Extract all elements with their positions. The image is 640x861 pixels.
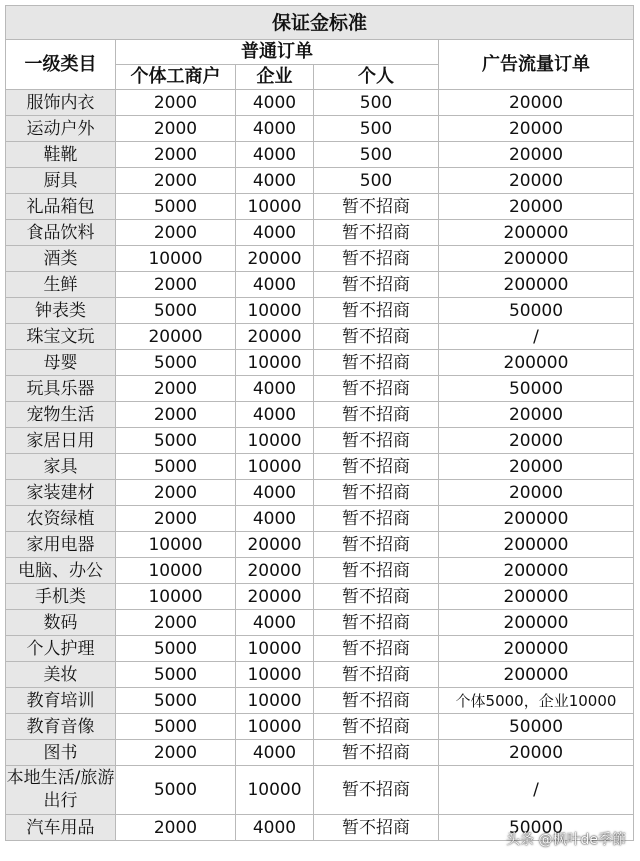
cell-enterprise: 4000 — [236, 116, 314, 142]
cell-category: 家用电器 — [6, 532, 116, 558]
cell-individual-business: 2000 — [116, 220, 236, 246]
cell-individual-business: 20000 — [116, 324, 236, 350]
table-row — [6, 272, 634, 298]
table-row — [6, 116, 634, 142]
cell-individual-business: 2000 — [116, 116, 236, 142]
cell-ad: 50000 — [439, 298, 634, 324]
cell-category: 个人护理 — [6, 636, 116, 662]
cell-ad: 200000 — [439, 610, 634, 636]
cell-category: 家居日用 — [6, 428, 116, 454]
cell-ad: 20000 — [439, 90, 634, 116]
cell-enterprise: 4000 — [236, 506, 314, 532]
table-row — [6, 168, 634, 194]
cell-ad: 20000 — [439, 142, 634, 168]
table-row — [6, 584, 634, 610]
cell-personal: 暂不招商 — [314, 376, 439, 402]
cell-personal: 暂不招商 — [314, 480, 439, 506]
cell-category: 本地生活/旅游出行 — [6, 766, 116, 815]
cell-category: 鞋靴 — [6, 142, 116, 168]
cell-individual-business: 5000 — [116, 194, 236, 220]
cell-ad: 50000 — [439, 815, 634, 841]
cell-enterprise: 4000 — [236, 376, 314, 402]
cell-enterprise: 4000 — [236, 220, 314, 246]
table-row — [6, 714, 634, 740]
table-row — [6, 298, 634, 324]
cell-individual-business: 2000 — [116, 815, 236, 841]
cell-personal: 500 — [314, 116, 439, 142]
cell-ad: 20000 — [439, 116, 634, 142]
cell-enterprise: 4000 — [236, 168, 314, 194]
cell-individual-business: 10000 — [116, 532, 236, 558]
cell-category: 数码 — [6, 610, 116, 636]
cell-personal: 暂不招商 — [314, 610, 439, 636]
cell-individual-business: 10000 — [116, 246, 236, 272]
cell-individual-business: 5000 — [116, 350, 236, 376]
cell-personal: 暂不招商 — [314, 402, 439, 428]
cell-category: 宠物生活 — [6, 402, 116, 428]
table-row — [6, 428, 634, 454]
cell-personal: 500 — [314, 168, 439, 194]
cell-individual-business: 2000 — [116, 402, 236, 428]
cell-category: 礼品箱包 — [6, 194, 116, 220]
cell-personal: 暂不招商 — [314, 194, 439, 220]
table-row — [6, 506, 634, 532]
cell-enterprise: 10000 — [236, 688, 314, 714]
table-row — [6, 246, 634, 272]
cell-category: 厨具 — [6, 168, 116, 194]
cell-individual-business: 5000 — [116, 428, 236, 454]
cell-enterprise: 4000 — [236, 480, 314, 506]
cell-personal: 暂不招商 — [314, 350, 439, 376]
header-enterprise: 企业 — [236, 65, 314, 90]
cell-enterprise: 10000 — [236, 194, 314, 220]
cell-personal: 暂不招商 — [314, 662, 439, 688]
table-row — [6, 662, 634, 688]
cell-personal: 暂不招商 — [314, 740, 439, 766]
cell-ad: 200000 — [439, 506, 634, 532]
cell-category: 家具 — [6, 454, 116, 480]
cell-enterprise: 4000 — [236, 142, 314, 168]
table-row — [6, 402, 634, 428]
cell-ad: 20000 — [439, 740, 634, 766]
cell-category: 玩具乐器 — [6, 376, 116, 402]
cell-enterprise: 20000 — [236, 324, 314, 350]
cell-ad: 20000 — [439, 194, 634, 220]
table-row — [6, 532, 634, 558]
table-row — [6, 220, 634, 246]
cell-personal: 暂不招商 — [314, 506, 439, 532]
cell-enterprise: 4000 — [236, 740, 314, 766]
header-individual-business: 个体工商户 — [116, 65, 236, 90]
cell-ad: 20000 — [439, 454, 634, 480]
cell-ad: 20000 — [439, 428, 634, 454]
cell-individual-business: 10000 — [116, 558, 236, 584]
cell-individual-business: 5000 — [116, 454, 236, 480]
cell-category: 钟表类 — [6, 298, 116, 324]
table-row — [6, 610, 634, 636]
table-row — [6, 766, 634, 815]
cell-enterprise: 10000 — [236, 298, 314, 324]
cell-personal: 暂不招商 — [314, 428, 439, 454]
cell-individual-business: 5000 — [116, 298, 236, 324]
cell-individual-business: 2000 — [116, 480, 236, 506]
cell-ad: 50000 — [439, 714, 634, 740]
table-row — [6, 376, 634, 402]
cell-ad: 200000 — [439, 350, 634, 376]
cell-personal: 暂不招商 — [314, 584, 439, 610]
cell-enterprise: 10000 — [236, 662, 314, 688]
cell-category: 汽车用品 — [6, 815, 116, 841]
cell-enterprise: 20000 — [236, 558, 314, 584]
cell-enterprise: 20000 — [236, 246, 314, 272]
header-ad-traffic-order: 广告流量订单 — [439, 40, 634, 90]
cell-ad: 20000 — [439, 168, 634, 194]
cell-ad: 200000 — [439, 636, 634, 662]
cell-individual-business: 5000 — [116, 636, 236, 662]
cell-personal: 暂不招商 — [314, 532, 439, 558]
cell-ad: / — [439, 324, 634, 350]
cell-category: 教育音像 — [6, 714, 116, 740]
cell-category: 生鲜 — [6, 272, 116, 298]
table-row — [6, 194, 634, 220]
cell-enterprise: 4000 — [236, 272, 314, 298]
cell-enterprise: 10000 — [236, 636, 314, 662]
cell-ad: 20000 — [439, 402, 634, 428]
cell-ad: 200000 — [439, 246, 634, 272]
cell-individual-business: 5000 — [116, 766, 236, 815]
cell-ad: 200000 — [439, 220, 634, 246]
table-row — [6, 636, 634, 662]
cell-personal: 暂不招商 — [314, 246, 439, 272]
cell-category: 农资绿植 — [6, 506, 116, 532]
cell-enterprise: 10000 — [236, 454, 314, 480]
cell-ad: 200000 — [439, 662, 634, 688]
cell-enterprise: 10000 — [236, 714, 314, 740]
table-row — [6, 740, 634, 766]
cell-individual-business: 2000 — [116, 272, 236, 298]
cell-enterprise: 4000 — [236, 90, 314, 116]
cell-enterprise: 20000 — [236, 584, 314, 610]
cell-individual-business: 2000 — [116, 740, 236, 766]
table-row — [6, 90, 634, 116]
table-row — [6, 454, 634, 480]
cell-individual-business: 2000 — [116, 376, 236, 402]
cell-personal: 500 — [314, 142, 439, 168]
cell-category: 美妆 — [6, 662, 116, 688]
cell-category: 食品饮料 — [6, 220, 116, 246]
cell-category: 教育培训 — [6, 688, 116, 714]
cell-enterprise: 4000 — [236, 402, 314, 428]
table-title: 保证金标准 — [6, 6, 634, 40]
cell-individual-business: 5000 — [116, 662, 236, 688]
cell-personal: 暂不招商 — [314, 220, 439, 246]
cell-category: 运动户外 — [6, 116, 116, 142]
cell-enterprise: 10000 — [236, 350, 314, 376]
table-row — [6, 324, 634, 350]
cell-individual-business: 2000 — [116, 168, 236, 194]
cell-enterprise: 10000 — [236, 766, 314, 815]
cell-individual-business: 5000 — [116, 714, 236, 740]
cell-personal: 暂不招商 — [314, 324, 439, 350]
cell-personal: 暂不招商 — [314, 272, 439, 298]
cell-category: 电脑、办公 — [6, 558, 116, 584]
table-row — [6, 350, 634, 376]
table-body — [6, 90, 634, 841]
cell-category: 图书 — [6, 740, 116, 766]
cell-ad: 20000 — [439, 480, 634, 506]
cell-ad: 50000 — [439, 376, 634, 402]
cell-ad: 200000 — [439, 558, 634, 584]
cell-category: 母婴 — [6, 350, 116, 376]
header-category: 一级类目 — [6, 40, 116, 90]
table-row — [6, 480, 634, 506]
cell-personal: 500 — [314, 90, 439, 116]
cell-enterprise: 4000 — [236, 815, 314, 841]
table-row — [6, 688, 634, 714]
cell-personal: 暂不招商 — [314, 714, 439, 740]
watermark: 头条 @枫叶de季節 — [506, 832, 626, 848]
cell-personal: 暂不招商 — [314, 688, 439, 714]
table-row — [6, 558, 634, 584]
cell-personal: 暂不招商 — [314, 636, 439, 662]
cell-category: 服饰内衣 — [6, 90, 116, 116]
cell-ad: 200000 — [439, 532, 634, 558]
cell-individual-business: 2000 — [116, 90, 236, 116]
cell-category: 家装建材 — [6, 480, 116, 506]
cell-category: 酒类 — [6, 246, 116, 272]
cell-ad: / — [439, 766, 634, 815]
cell-individual-business: 10000 — [116, 584, 236, 610]
cell-ad: 200000 — [439, 272, 634, 298]
cell-ad: 200000 — [439, 584, 634, 610]
cell-individual-business: 5000 — [116, 688, 236, 714]
cell-personal: 暂不招商 — [314, 454, 439, 480]
header-regular-order: 普通订单 — [116, 40, 439, 65]
table-row — [6, 142, 634, 168]
header-personal: 个人 — [314, 65, 439, 90]
cell-ad: 个体5000，企业10000 — [439, 688, 634, 714]
cell-personal: 暂不招商 — [314, 298, 439, 324]
cell-personal: 暂不招商 — [314, 766, 439, 815]
cell-individual-business: 2000 — [116, 506, 236, 532]
cell-individual-business: 2000 — [116, 142, 236, 168]
cell-enterprise: 4000 — [236, 610, 314, 636]
cell-category: 珠宝文玩 — [6, 324, 116, 350]
cell-enterprise: 10000 — [236, 428, 314, 454]
cell-individual-business: 2000 — [116, 610, 236, 636]
cell-personal: 暂不招商 — [314, 815, 439, 841]
cell-enterprise: 20000 — [236, 532, 314, 558]
cell-personal: 暂不招商 — [314, 558, 439, 584]
cell-category: 手机类 — [6, 584, 116, 610]
deposit-standard-table — [5, 5, 634, 841]
